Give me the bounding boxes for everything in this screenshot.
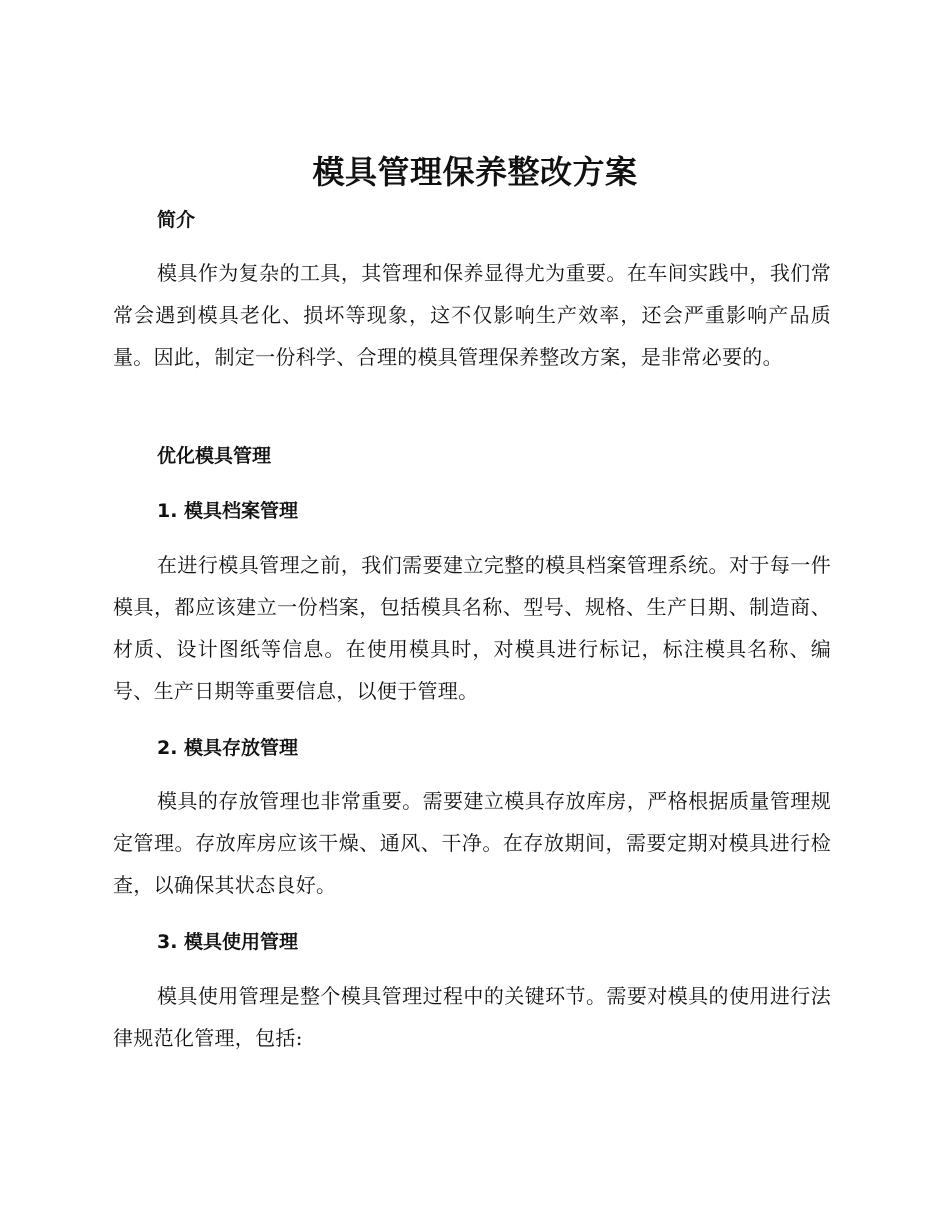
paragraph-archive: 在进行模具管理之前，我们需要建立完整的模具档案管理系统。对于每一件模具，都应该建立一份档案，包括模具名称、型号、规格、生产日期、制造商、材质、设计图纸等信息。在使用模具时，对模具进行标记，标注模具名称、编号、生产日期等重要信息，以便于管理。	[113, 553, 831, 703]
subheading-archive: 1. 模具档案管理	[157, 500, 299, 522]
subheading-storage: 2. 模具存放管理	[157, 737, 299, 759]
page-title: 模具管理保养整改方案	[312, 153, 638, 191]
subheading-usage: 3. 模具使用管理	[157, 931, 299, 953]
section-heading-intro: 简介	[157, 209, 196, 231]
paragraph-usage: 模具使用管理是整个模具管理过程中的关键环节。需要对模具的使用进行法律规范化管理，包括:	[113, 984, 831, 1050]
section-heading-optimize: 优化模具管理	[157, 445, 272, 467]
paragraph-storage: 模具的存放管理也非常重要。需要建立模具存放库房，严格根据质量管理规定管理。存放库房应该干燥、通风、干净。在存放期间，需要定期对模具进行检查，以确保其状态良好。	[113, 789, 831, 897]
paragraph-intro: 模具作为复杂的工具，其管理和保养显得尤为重要。在车间实践中，我们常常会遇到模具老化、损坏等现象，这不仅影响生产效率，还会严重影响产品质量。因此，制定一份科学、合理的模具管理保养整改方案，是非常必要的。	[113, 261, 831, 369]
